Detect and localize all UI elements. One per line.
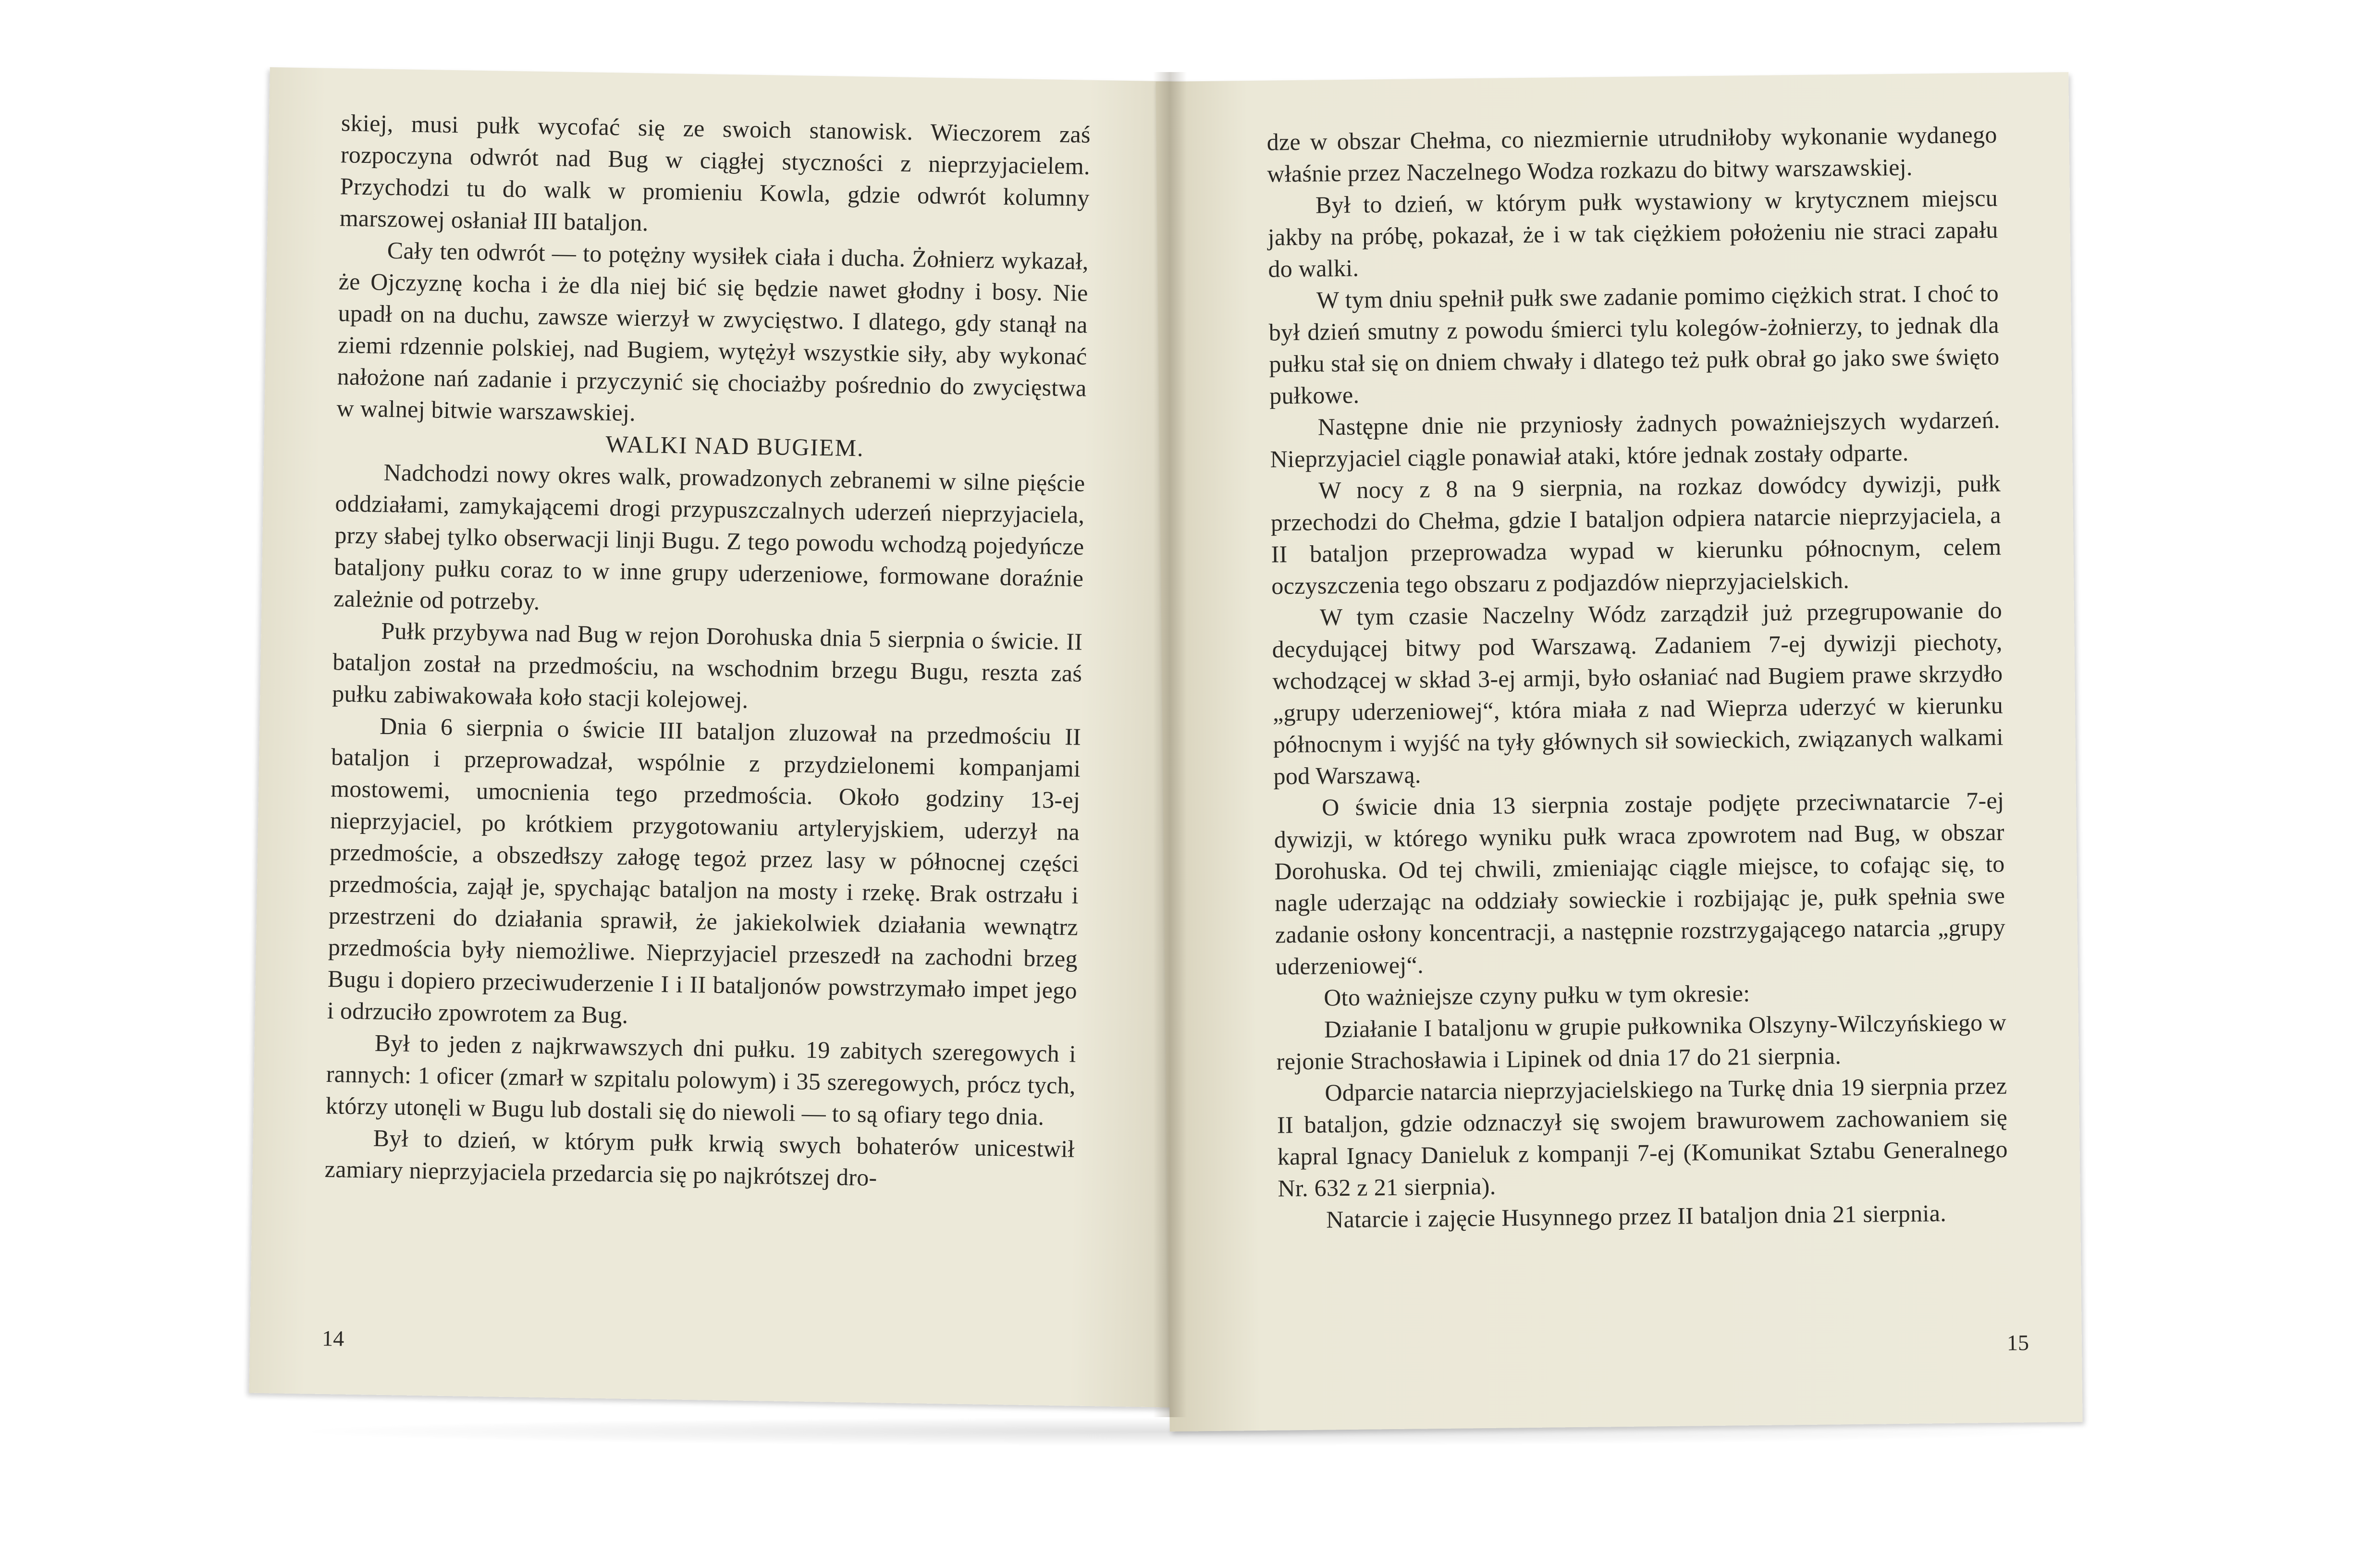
paragraph: Dnia 6 sierpnia o świcie III bataljon zluzował na przedmościu II bataljon i przeprowadzał, wspólnie z przydzielonemi kompanjami mostowemi, umocnienia tego przedmościa. Około godziny 13-ej nieprzyjaciel, po krótkiem przygotowaniu artyleryjskiem, uderzył na przedmoście, a obszedłszy załogę tegoż przez lasy w północnej części przedmościa, zajął je, spychając bataljon na mosty i rzekę. Brak ostrzału i przestrzeni do działania sprawił, że jakiekolwiek działania wewnątrz przedmościa były niemożliwe. Nieprzyjaciel przeszedł na zachodni brzeg Bugu i dopiero przeciwuderzenie I i II bataljonów powstrzymało impet jego i odrzuciło zpowrotem za Bug.	[327, 712, 1082, 1029]
page-number-left: 14	[321, 1325, 344, 1351]
left-page	[249, 67, 1202, 1408]
paragraph: Natarcie i zajęcie Husynnego przez II bataljon dnia 21 sierpnia.	[1326, 1199, 1947, 1233]
right-page-text	[1266, 119, 2008, 1236]
paragraph: W tym czasie Naczelny Wódz zarządził już przegrupowanie do decydującej bitwy pod Warszawą. Zadaniem 7-ej dywizji piechoty, wchodzącej w skład 3-ej armji, było osłaniać nad Bugiem prawe skrzydło „grupy uderzeniowej“, która miała z nad Wieprza uderzyć w kierunku północnym i wyjść na tyły głównych sił sowieckich, związanych walkami pod Warszawą.	[1272, 596, 2004, 790]
paragraph: O świcie dnia 13 sierpnia zostaje podjęte przeciwnatarcie 7-ej dywizji, w którego wyniku pułk wraca zpowrotem nad Bug, w obszar Dorohuska. Od tej chwili, zmieniając ciągle miejsce, to cofając się, to nagle uderzając na oddziały sowieckie i rozbijając je, pułk spełnia swe zadanie osłony koncentracji, a następnie rozstrzygającego natarcia „grupy uderzeniowej“.	[1274, 786, 2006, 980]
paragraph: Cały ten odwrót — to potężny wysiłek ciała i ducha. Żołnierz wykazał, że Ojczyznę kocha i że dla niej bić się będzie nawet głodny i bosy. Nie upadł on na duchu, zawsze wierzył w zwycięstwo. I dlatego, gdy stanął na ziemi rdzennie polskiej, nad Bugiem, wytężył wszystkie siły, aby wykonać nałożone nań zadanie i przyczynić się chociażby pośrednio do zwycięstwa w walnej bitwie warszawskiej.	[336, 236, 1089, 426]
paragraph: Odparcie natarcia nieprzyjacielskiego na Turkę dnia 19 sierpnia przez II bataljon, gdzie odznaczył się swojem brawurowem zachowaniem się kapral Ignacy Danieluk z kompanji 7-ej (Komunikat Sztabu Generalnego Nr. 632 z 21 sierpnia).	[1277, 1072, 2008, 1202]
paragraph: Był to jeden z najkrwawszych dni pułku. 19 zabitych szeregowych i rannych: 1 oficer (zmarł w szpitalu polowym) i 35 szeregowych, prócz tych, którzy utonęli w Bugu lub dostali się do niewoli — to są ofiary tego dnia.	[325, 1029, 1077, 1130]
book-gutter	[1153, 72, 1187, 1417]
page-number-right: 15	[2006, 1330, 2029, 1355]
paragraph: W nocy z 8 na 9 sierpnia, na rozkaz dowódcy dywizji, pułk przechodzi do Chełma, gdzie I bataljon odpiera natarcie nieprzyjaciela, a II bataljon przeprowadza wypad w kierunku północnym, celem oczyszczenia tego obszaru z podjazdów nieprzyjacielskich.	[1270, 469, 2002, 600]
paragraph: Nadchodzi nowy okres walk, prowadzonych zebranemi w silne pięście oddziałami, zamykającemi drogi przypuszczalnych uderzeń nieprzyjaciela, przy słabej tylko obserwacji linji Bugu. Z tego powodu wchodzą pojedyńcze bataljony pułku coraz to w inne grupy uderzeniowe, formowane doraźnie zależnie od potrzeby.	[333, 458, 1085, 615]
paragraph: skiej, musi pułk wycofać się ze swoich stanowisk. Wieczorem zaś rozpoczyna odwrót nad Bug w ciągłej styczności z nieprzyjacielem. Przychodzi tu do walk w promieniu Kowla, gdzie odwrót kolumny marszowej osłaniał III bataljon.	[339, 109, 1091, 236]
left-page-text	[324, 107, 1091, 1196]
paragraph: Pułk przybywa nad Bug w rejon Dorohuska dnia 5 sierpnia o świcie. II bataljon został na przedmościu, na wschodnim brzegu Bugu, reszta zaś pułku zabiwakowała koło stacji kolejowej.	[332, 617, 1083, 713]
paragraph: dze w obszar Chełma, co niezmiernie utrudniłoby wykonanie wydanego właśnie przez Naczelnego Wodza rozkazu do bitwy warszawskiej.	[1266, 121, 1997, 187]
right-page	[1155, 72, 2082, 1432]
paragraph: Oto ważniejsze czyny pułku w tym okresie:	[1324, 980, 1750, 1011]
paragraph: Był to dzień, w którym pułk krwią swych bohaterów unicestwił zamiary nieprzyjaciela przedarcia się po najkrótszej dro-	[324, 1124, 1075, 1191]
paragraph: Działanie I bataljonu w grupie pułkownika Olszyny-Wilczyńskiego w rejonie Strachosławia i Lipinek od dnia 17 do 21 sierpnia.	[1276, 1008, 2007, 1075]
section-heading: WALKI NAD BUGIEM.	[605, 430, 864, 462]
paragraph: Następne dnie nie przyniosły żadnych poważniejszych wydarzeń. Nieprzyjaciel ciągle ponawiał ataki, które jednak zostały odparte.	[1270, 406, 2001, 473]
paragraph: W tym dniu spełnił pułk swe zadanie pomimo ciężkich strat. I choć to był dzień smutny z powodu śmierci tylu kolegów-żołnierzy, to jednak dla pułku stał się on dniem chwały i dlatego też pułk obrał go jako swe święto pułkowe.	[1268, 279, 2000, 409]
paragraph: Był to dzień, w którym pułk wystawiony w krytycznem miejscu jakby na próbę, pokazał, że i w tak ciężkiem położeniu nie straci zapału do walki.	[1267, 184, 1998, 282]
